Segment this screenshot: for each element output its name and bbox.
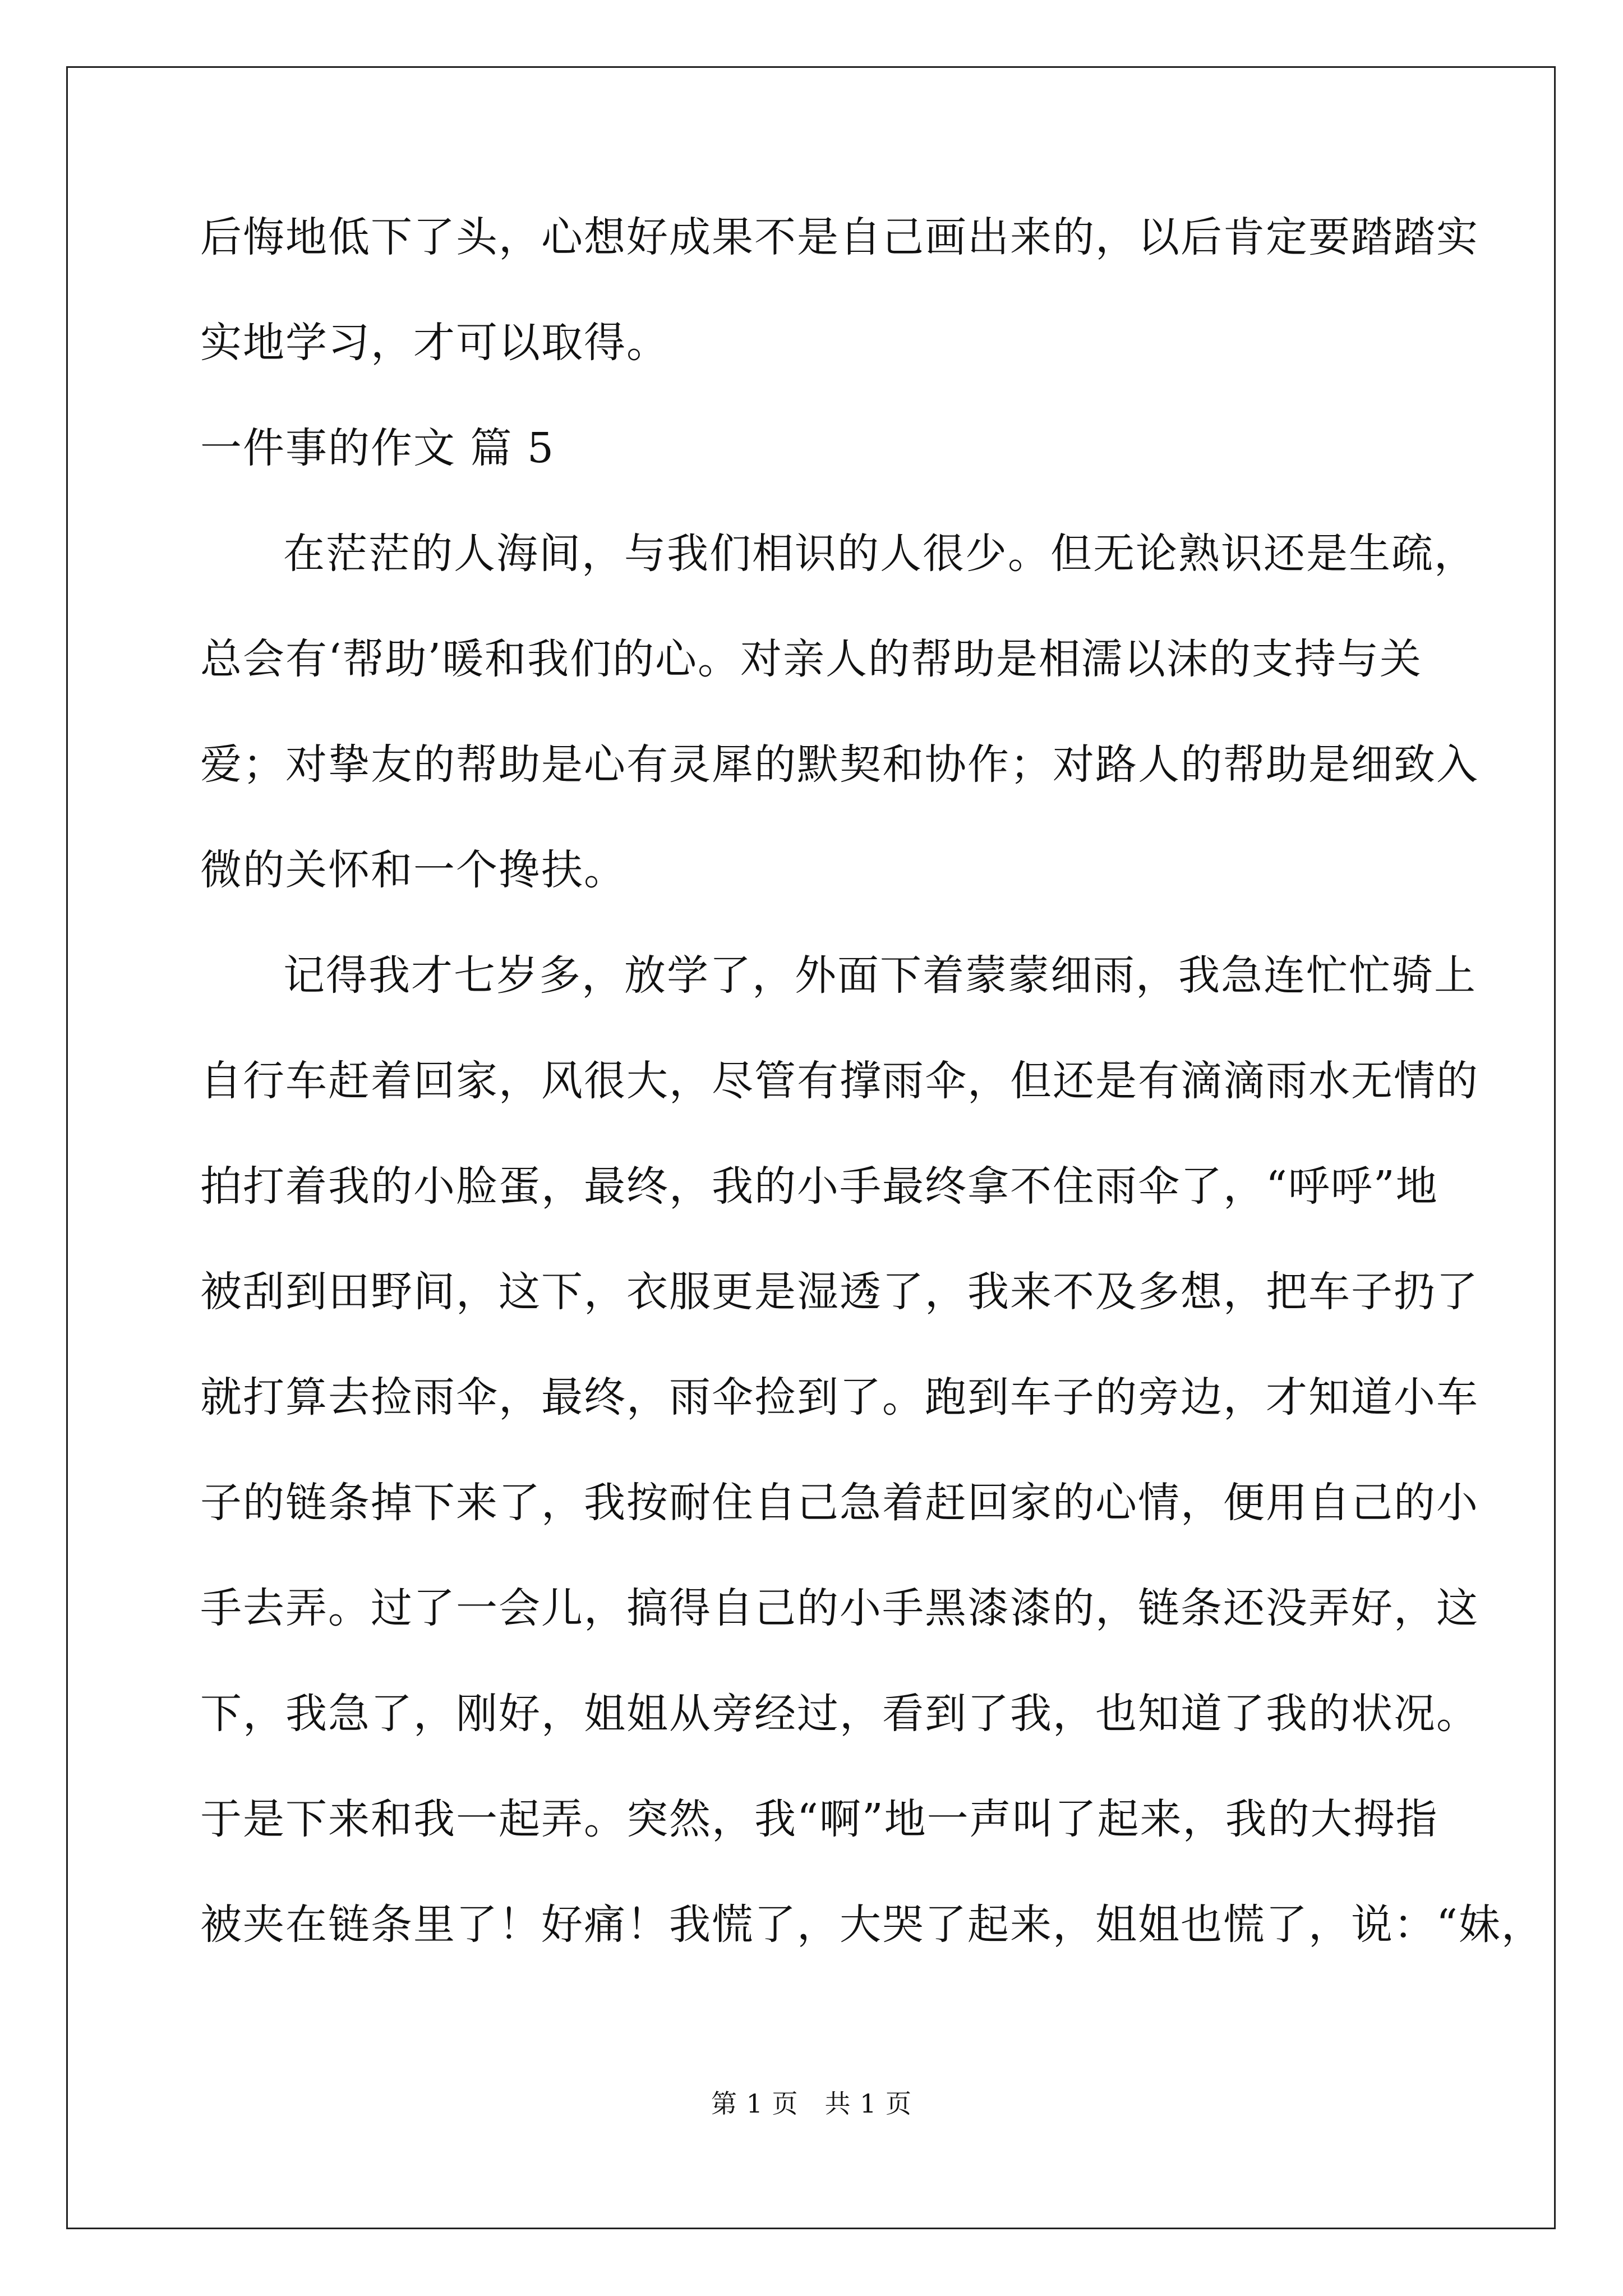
text-line: 自行车赶着回家，风很大，尽管有撑雨伞，但还是有滴滴雨水无情的	[200, 1057, 1479, 1105]
text-line: 于是下来和我一起弄。突然，我“啊”地一声叫了起来，我的大拇指	[200, 1795, 1438, 1843]
text-line: 子的链条掉下来了，我按耐住自己急着赶回家的心情，便用自己的小	[200, 1479, 1479, 1527]
text-line: 在茫茫的人海间，与我们相识的人很少。但无论熟识还是生疏，	[283, 530, 1477, 578]
text-line: 手去弄。过了一会儿，搞得自己的小手黑漆漆的，链条还没弄好，这	[200, 1584, 1479, 1632]
text-line: 被刮到田野间，这下，衣服更是湿透了，我来不及多想，把车子扔了	[200, 1268, 1479, 1316]
text-line: 后悔地低下了头，心想好成果不是自己画出来的，以后肯定要踏踏实	[200, 213, 1479, 261]
text-line: 被夹在链条里了！好痛！我慌了，大哭了起来，姐姐也慌了，说：“妹，	[200, 1901, 1544, 1949]
text-line: 下，我急了，刚好，姐姐从旁经过，看到了我，也知道了我的状况。	[200, 1690, 1479, 1738]
text-line: 爱；对挚友的帮助是心有灵犀的默契和协作；对路人的帮助是细致入	[200, 740, 1479, 789]
section-heading: 一件事的作文 篇 5	[200, 424, 555, 472]
page-number-footer: 第 1 页 共 1 页	[711, 2088, 912, 2119]
text-line: 实地学习，才可以取得。	[200, 319, 669, 367]
text-line: 记得我才七岁多，放学了，外面下着蒙蒙细雨，我急连忙忙骑上	[283, 951, 1477, 1000]
text-line: 拍打着我的小脸蛋，最终，我的小手最终拿不住雨伞了，“呼呼”地	[200, 1162, 1438, 1211]
document-body	[200, 210, 1544, 2003]
text-line: 微的关怀和一个搀扶。	[200, 846, 626, 894]
text-line: 总会有‘帮助’暖和我们的心。对亲人的帮助是相濡以沫的支持与关	[200, 635, 1423, 683]
text-line: 就打算去捡雨伞，最终，雨伞捡到了。跑到车子的旁边，才知道小车	[200, 1373, 1479, 1421]
